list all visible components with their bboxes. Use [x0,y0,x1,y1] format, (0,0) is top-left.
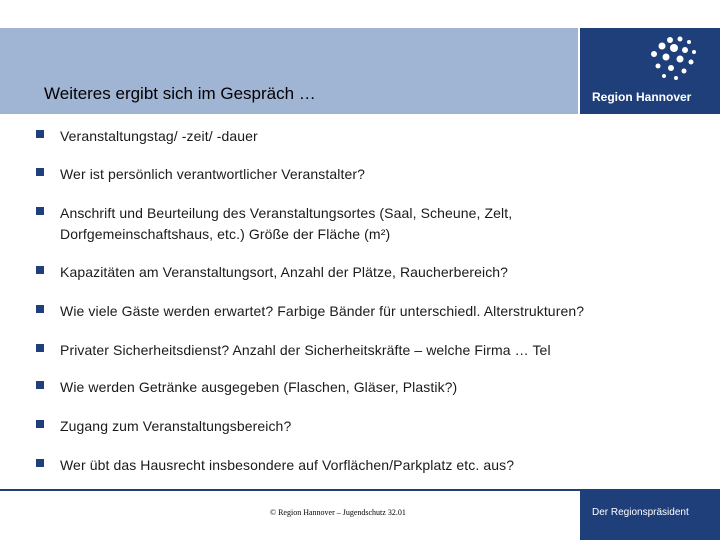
bullet-square-icon [36,266,44,274]
bullet-square-icon [36,381,44,389]
list-item [36,126,258,147]
footer-box [580,489,720,540]
list-item [36,455,514,476]
bullet-square-icon [36,207,44,215]
logo-text: Region Hannover [592,90,692,104]
slide-title: Weiteres ergibt sich im Gespräch … [44,84,316,103]
bullet-text: Privater Sicherheitsdienst? Anzahl der Sicherheitskräfte – welche Firma … Tel [60,342,551,358]
list-item [36,301,584,322]
bullet-square-icon [36,344,44,352]
footer-divider [0,489,580,491]
bullet-square-icon [36,420,44,428]
bullet-square-icon [36,168,44,176]
list-item [36,340,551,361]
list-item [36,416,291,437]
bullet-text: Wer ist persönlich verantwortlicher Veranstalter? [60,166,365,182]
bullet-text: Wie werden Getränke ausgegeben (Flaschen, Gläser, Plastik?) [60,379,458,395]
region-hannover-logo [580,28,720,114]
bullet-square-icon [36,459,44,467]
footer-copyright: © Region Hannover – Jugendschutz 32.01 [270,508,406,517]
logo-dots-icon [640,34,698,82]
bullet-square-icon [36,305,44,313]
list-item [36,203,600,245]
list-item [36,262,508,283]
bullet-text: Zugang zum Veranstaltungsbereich? [60,418,292,434]
list-item [36,377,457,398]
bullet-text: Wer übt das Hausrecht insbesondere auf Vorflächen/Parkplatz etc. aus? [60,457,515,473]
bullet-square-icon [36,130,44,138]
footer-right-text: Der Regionspräsident [592,507,689,518]
bullet-text: Kapazitäten am Veranstaltungsort, Anzahl der Plätze, Raucherbereich? [60,264,509,280]
bullet-text: Veranstaltungstag/ -zeit/ -dauer [60,128,258,144]
list-item [36,164,365,185]
bullet-text: Anschrift und Beurteilung des Veranstaltungsortes (Saal, Scheune, Zelt, Dorfgemeinschaftshaus, etc.) Größe der Fläche (m²) [60,205,513,242]
bullet-text: Wie viele Gäste werden erwartet? Farbige Bänder für unterschiedl. Alterstrukturen? [60,303,585,319]
